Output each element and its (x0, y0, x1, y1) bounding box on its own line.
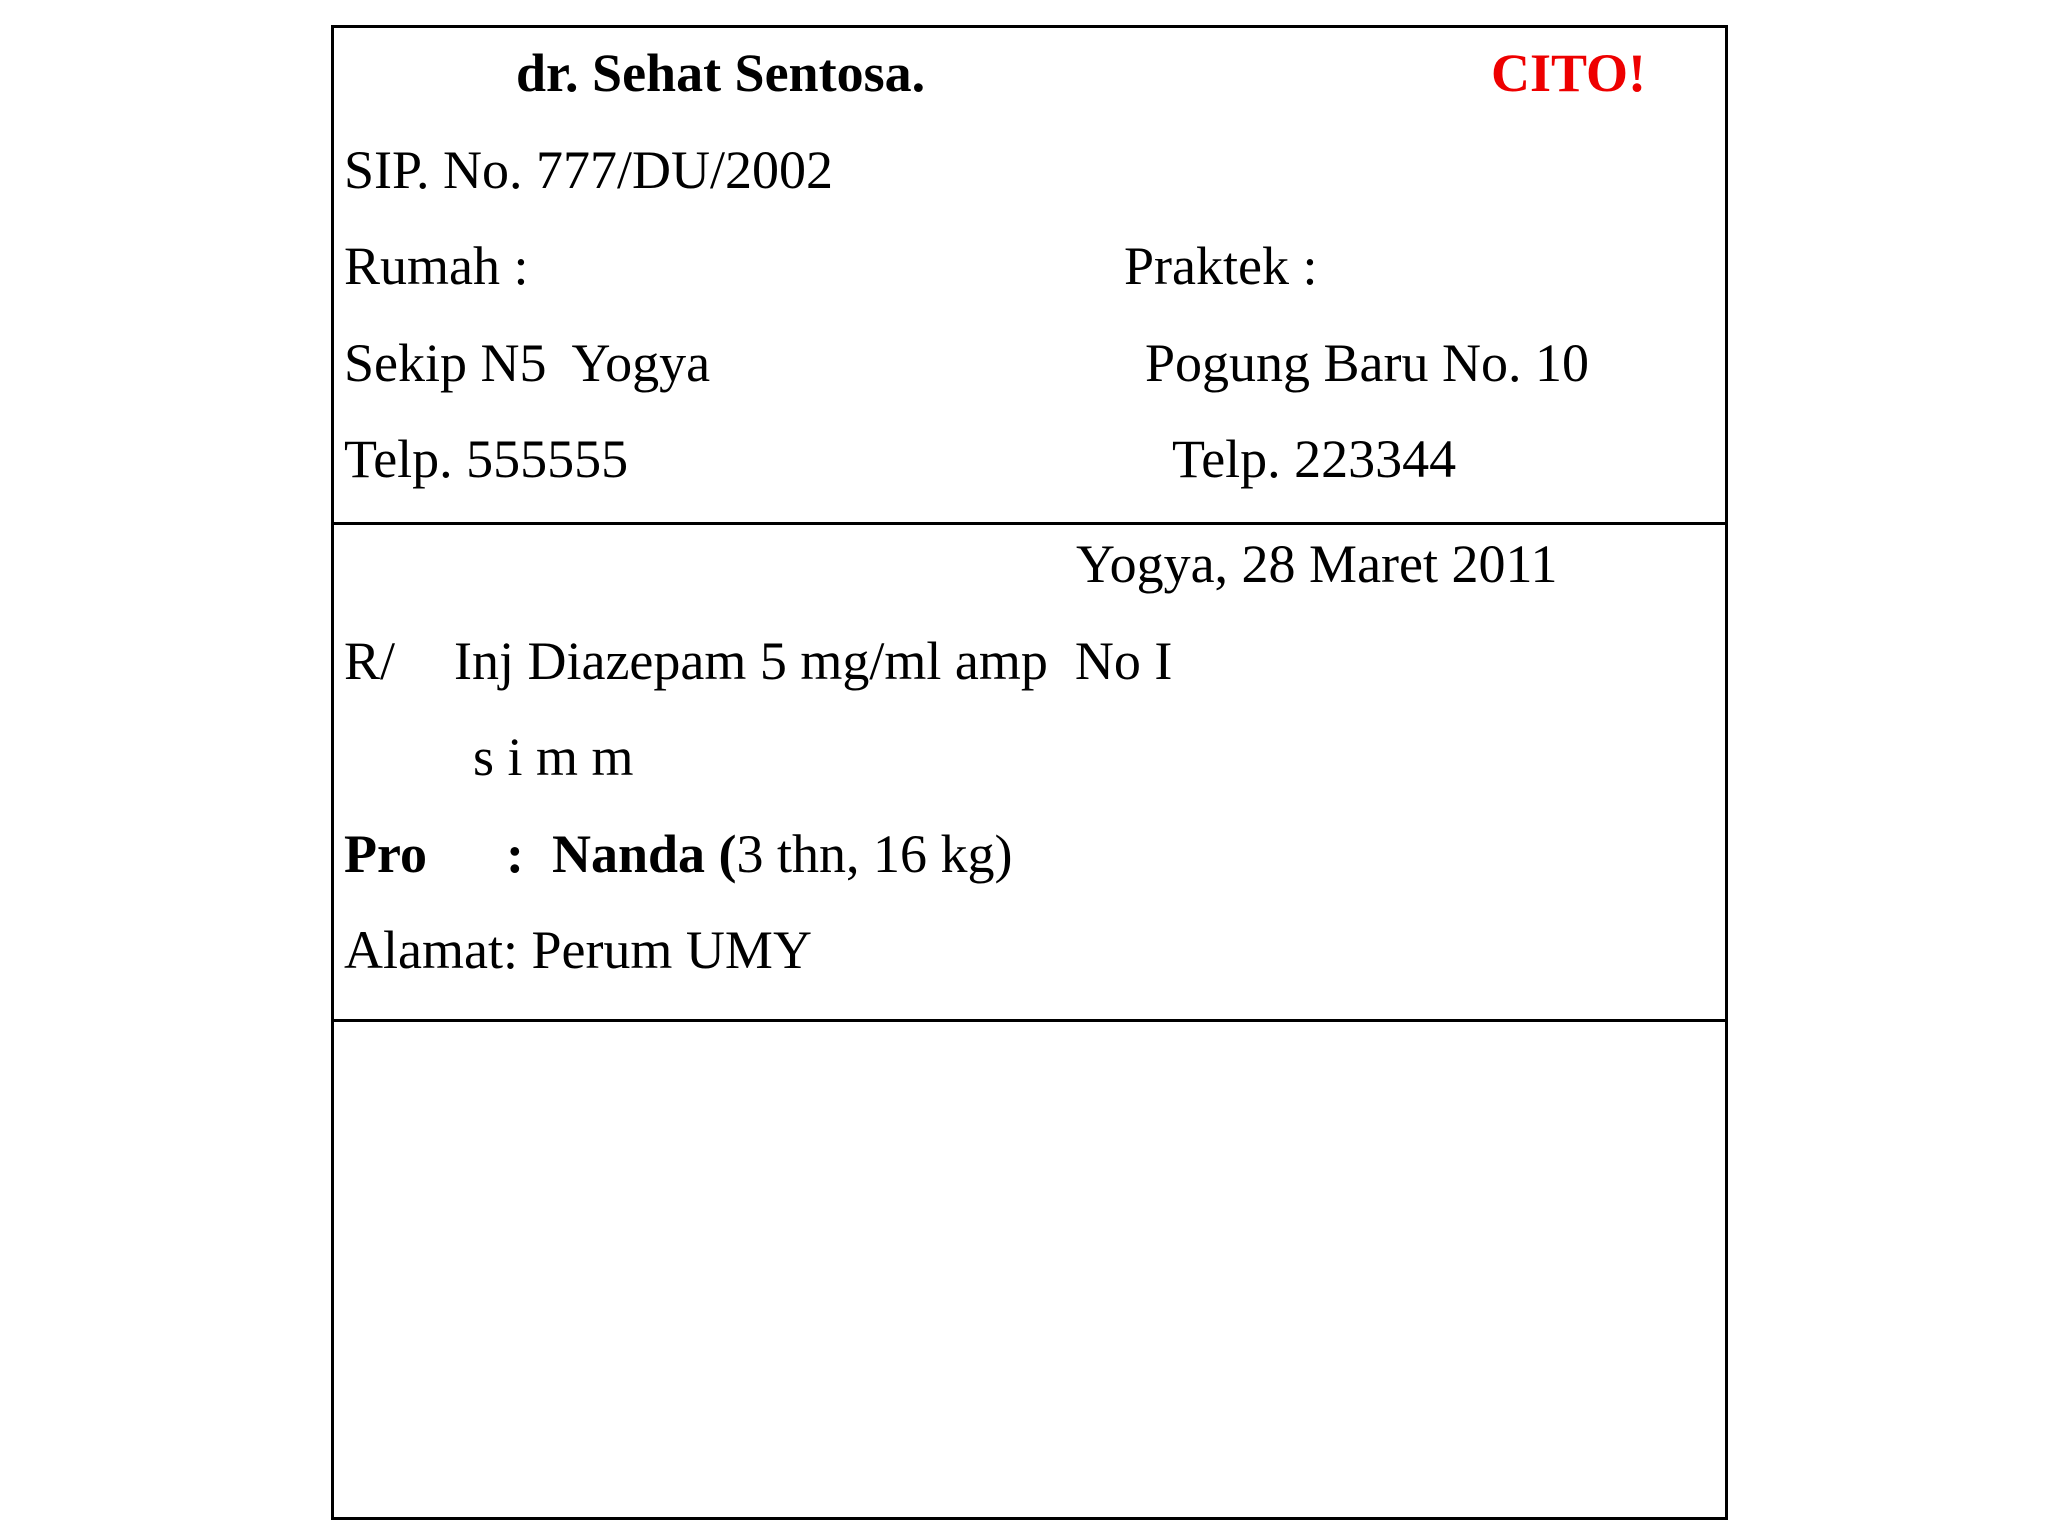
sip-number: SIP. No. 777/DU/2002 (344, 140, 834, 200)
address-line: Alamat: Perum UMY (344, 920, 812, 980)
home-phone: Telp. 555555 (344, 429, 629, 489)
prescription-form (331, 25, 1728, 1520)
patient-name: Nanda ( (552, 824, 737, 884)
recipe-symbol: R/ (344, 631, 396, 691)
patient-line (552, 824, 1013, 884)
drug-line: Inj Diazepam 5 mg/ml amp No I (454, 631, 1173, 691)
prescription-body (334, 525, 1725, 1022)
practice-address: Pogung Baru No. 10 (1145, 333, 1589, 393)
prescription-header (334, 28, 1725, 525)
cito-mark: CITO! (1491, 43, 1647, 103)
blank-section (334, 1022, 1725, 1517)
patient-colon: : (506, 824, 524, 884)
patient-label: Pro (344, 824, 427, 884)
practice-phone: Telp. 223344 (1172, 429, 1457, 489)
patient-details: 3 thn, 16 kg) (736, 824, 1013, 884)
doctor-name: dr. Sehat Sentosa. (516, 43, 926, 103)
home-label: Rumah : (344, 236, 529, 296)
place-date: Yogya, 28 Maret 2011 (1076, 534, 1558, 594)
home-address: Sekip N5 Yogya (344, 333, 711, 393)
practice-label: Praktek : (1124, 236, 1318, 296)
signa-line: s i m m (473, 727, 634, 787)
